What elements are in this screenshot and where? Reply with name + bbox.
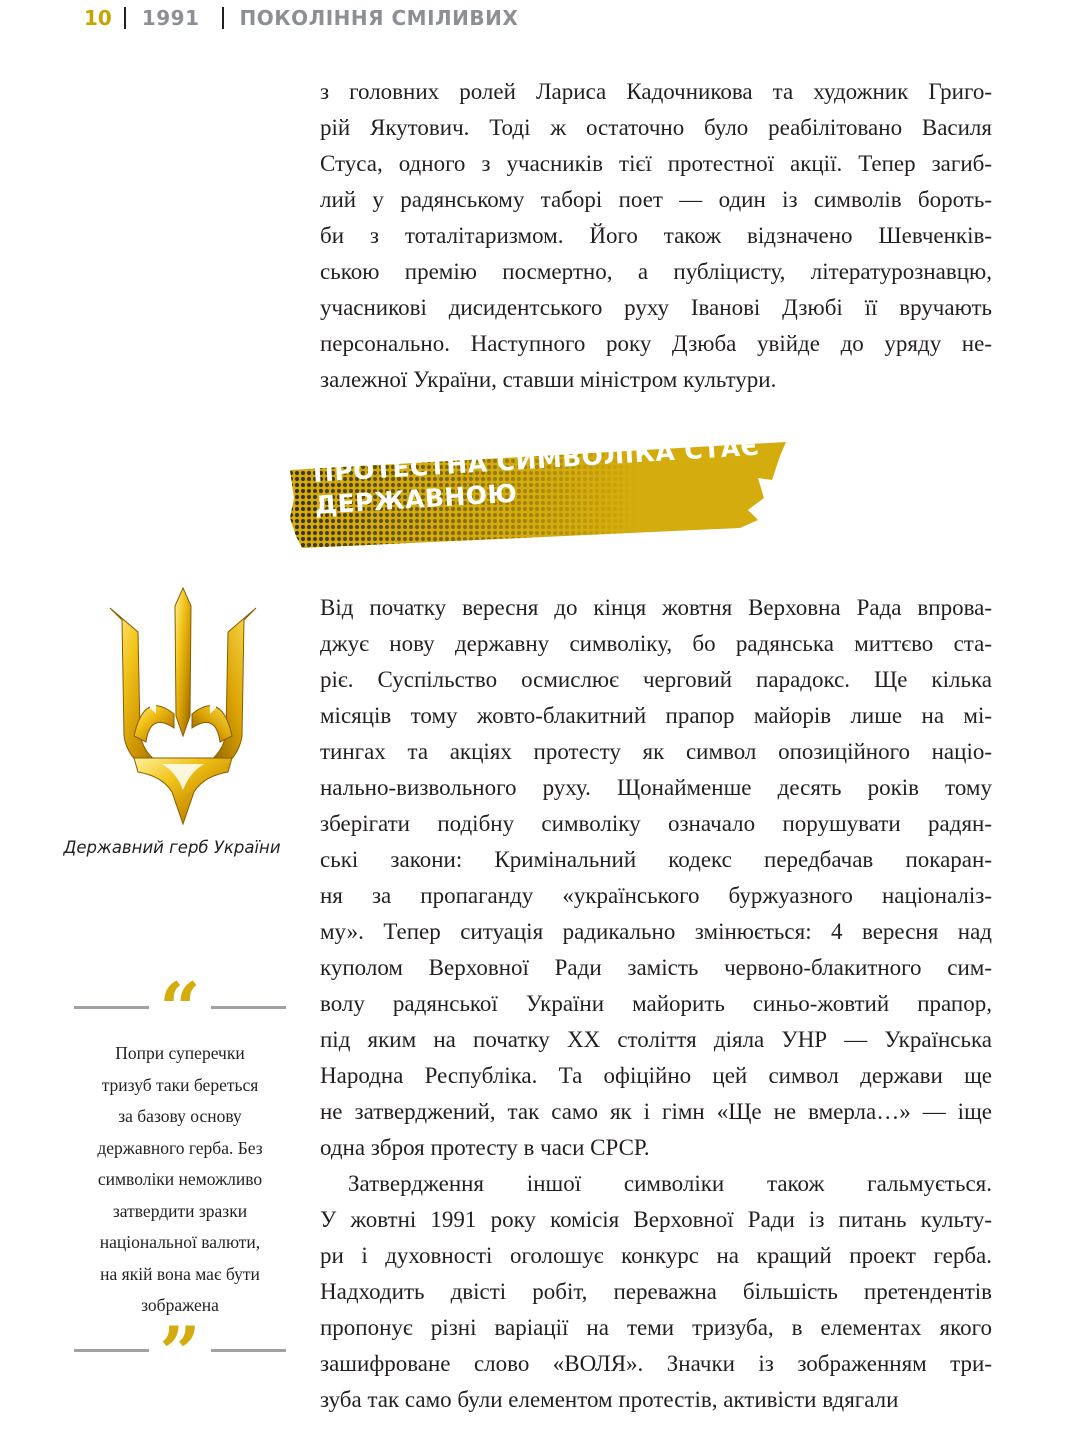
quote-top-rule [74,966,286,1051]
text-line: учасникові дисидентського руху Іванові Дзюбі її вручають [320,295,992,320]
text-line: персонально. Наступного року Дзюба увійде до уряду не- [320,331,992,356]
section-banner [288,431,788,550]
header-year: 1991 [141,6,200,30]
quote-rule-line [74,1349,149,1352]
top-paragraph [320,74,992,398]
text-line: Затвердження іншої символіки також гальмується. [348,1171,992,1196]
quote-line: зображена [141,1295,219,1315]
text-line: ріє. Суспільство осмислює черговий парадокс. Ще кілька [320,667,992,692]
text-line: зберігати подібну символіку означало порушувати радян- [320,811,992,836]
text-line: Народна Республіка. Та офіційно цей символ держави ще [320,1063,992,1088]
text-line: з головних ролей Лариса Кадочникова та художник Григо- [320,79,992,104]
text-line: зашифроване слово «ВОЛЯ». Значки із зображенням три- [320,1351,992,1376]
header-divider [222,7,224,29]
text-line: під яким на початку XX століття діяла УНР — Українська [320,1027,992,1052]
text-line: ські закони: Кримінальний кодекс передбачав покаран- [320,847,992,872]
text-line: місяців тому жовто-блакитний прапор майорів лише на мі- [320,703,992,728]
pull-quote [74,966,286,1395]
section-title-line: ПРОТЕСТНА СИМВОЛІКА СТАЄ [312,431,761,488]
quote-line: національної валюти, [99,1232,261,1252]
running-header [84,4,518,32]
quote-rule-line [211,1349,286,1352]
trident-coat-of-arms-icon [104,586,262,826]
text-line: пропонує різні варіації на теми тризуба, в елементах якого [320,1315,992,1340]
header-divider [124,7,126,29]
text-line: ри і духовності оголошує конкурс на кращий проект герба. [320,1243,992,1268]
quote-line: символіки неможливо [97,1169,263,1189]
close-quote-icon: ” [159,1309,201,1395]
text-line: рій Якутович. Тоді ж остаточно було реабілітовано Василя [320,115,992,140]
quote-line: за базову основу [118,1106,242,1126]
text-line: одна зброя протесту в часи СРСР. [320,1135,650,1160]
quote-line: Попри суперечки [115,1043,245,1063]
quote-rule-line [74,1006,149,1009]
open-quote-icon: “ [159,966,201,1051]
text-line: тингах та акціях протесту як символ опозиційного націо- [320,739,992,764]
pull-quote-text [74,1038,286,1322]
text-line: Стуса, одного з учасників тієї протестної акції. Тепер загиб- [320,151,992,176]
text-line: му». Тепер ситуація радикально змінюється: 4 вересня над [320,919,992,944]
quote-rule-line [211,1006,286,1009]
text-line: нально-визвольного руху. Щонайменше десять років тому [320,775,992,800]
text-line: зуба так само були елементом протестів, активісти вдягали [320,1387,899,1412]
quote-bottom-rule [74,1309,286,1395]
paragraph [320,590,992,1166]
quote-line: державного герба. Без [97,1137,263,1158]
text-line: не затверджений, так само як і гімн «Ще не вмерла…» — іще [320,1099,992,1124]
text-line: Надходить двісті робіт, переважна більшість претендентів [320,1279,992,1304]
text-line: куполом Верховної Ради замість червоно-блакитного сим- [320,955,992,980]
figure-caption: Державний герб України [63,838,281,857]
quote-line: тризуб таки береться [101,1074,259,1095]
text-line: лий у радянському таборі поет — один із символів бороть- [320,187,992,212]
text-line: би з тоталітаризмом. Його також відзначено Шевченків- [320,223,992,248]
section-title-line: ДЕРЖАВНОЮ [314,478,519,520]
main-text [320,590,992,1418]
text-line: волу радянської України майорить синьо-жовтий прапор, [320,991,992,1016]
text-line: Від початку вересня до кінця жовтня Верховна Рада впрова- [320,595,992,620]
quote-line: затвердити зразки [112,1200,248,1221]
text-line: ською премію посмертно, а публіцисту, літературознавцю, [320,259,992,284]
quote-line: на якій вона має бути [100,1263,260,1284]
header-book-title: ПОКОЛІННЯ СМІЛИВИХ [239,6,519,30]
text-line: У жовтні 1991 року комісія Верховної Ради із питань культу- [320,1207,992,1232]
text-line: ня за пропаганду «українського буржуазного націоналіз- [320,883,992,908]
text-line: залежної України, ставши міністром культури. [320,367,777,392]
page-number: 10 [84,6,112,30]
paragraph [320,1166,992,1418]
text-line: джує нову державну символіку, бо радянська миттєво ста- [320,631,992,656]
